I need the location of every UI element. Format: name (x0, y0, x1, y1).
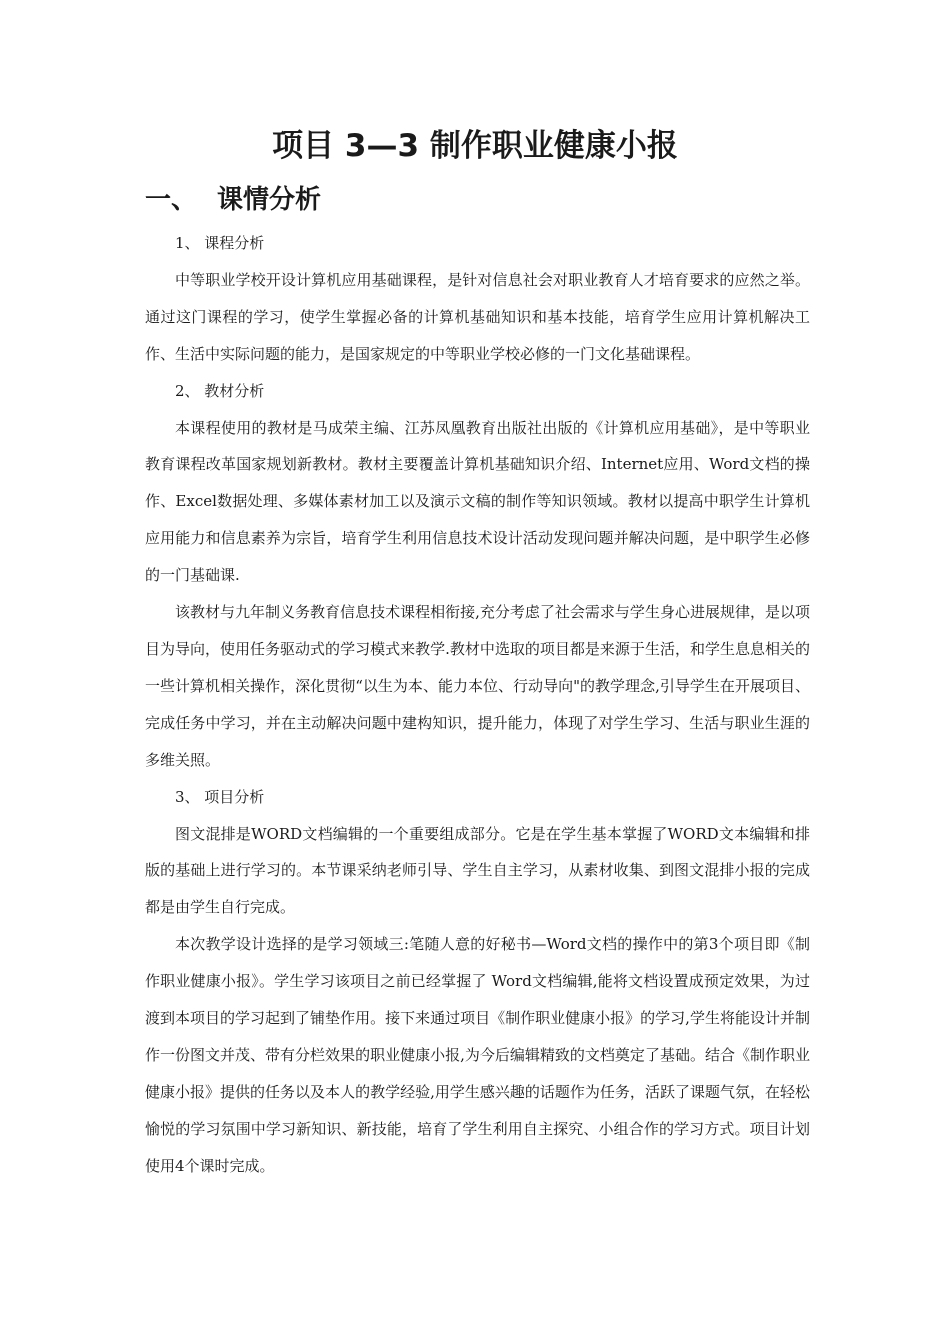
section-heading (145, 180, 321, 220)
subheading-textbook-analysis: 2、 教材分析 (175, 381, 265, 400)
paragraph-teaching-design: 本次教学设计选择的是学习领域三:笔随人意的好秘书—Word文档的操作中的第3个项目即《制作职业健康小报》。学生学习该项目之前已经掌握了 Word文档编辑,能将文档设置成预定效果，为过渡到本项目的学习起到了铺垫作用。接下来通过项目《制作职业健康小报》的学习,学生将能设计并制作一份图文并茂、带有分栏效果的职业健康小报,为今后编辑精致的文档奠定了基础。结合《制作职业健康小报》提供的任务以及本人的教学经验,用学生感兴趣的话题作为任务，活跃了课题气氛，在轻松愉悦的学习氛围中学习新知识、新技能，培育了学生利用自主探究、小组合作的学习方式。项目计划使用4个课时完成。 (145, 935, 810, 1175)
subheading-project-analysis: 3、 项目分析 (175, 787, 265, 806)
section-number: 一、 (145, 185, 198, 215)
subheading-course-analysis: 1、 课程分析 (175, 234, 265, 252)
document-title: 项目 3—3 制作职业健康小报 (272, 128, 678, 164)
document-body (145, 225, 810, 1185)
paragraph-project-analysis: 图文混排是WORD文档编辑的一个重要组成部分。它是在学生基本掌握了WORD文本编辑和排版的基础上进行学习的。本节课采纳老师引导、学生自主学习，从素材收集、到图文混排小报的完成都是由学生自行完成。 (145, 824, 810, 917)
paragraph-textbook-analysis: 本课程使用的教材是马成荣主编、江苏凤凰教育出版社出版的《计算机应用基础》，是中等职业教育课程改革国家规划新教材。教材主要覆盖计算机基础知识介绍、Internet应用、Word文档的操作、Excel数据处理、多媒体素材加工以及演示文稿的制作等知识领域。教材以提高中职学生计算机应用能力和信息素养为宗旨，培育学生利用信息技术设计活动发现问题并解决问题，是中职学生必修的一门基础课. (145, 418, 810, 585)
paragraph-course-analysis: 中等职业学校开设计算机应用基础课程，是针对信息社会对职业教育人才培育要求的应然之举。通过这门课程的学习，使学生掌握必备的计算机基础知识和基本技能，培育学生应用计算机解决工作、生活中实际问题的能力，是国家规定的中等职业学校必修的一门文化基础课程。 (145, 270, 810, 363)
paragraph-textbook-connection: 该教材与九年制义务教育信息技术课程相衔接,充分考虑了社会需求与学生身心进展规律，是以项目为导向，使用任务驱动式的学习模式来教学.教材中选取的项目都是来源于生活，和学生息息相关的一些计算机相关操作，深化贯彻“以生为本、能力本位、行动导向"的教学理念,引导学生在开展项目、完成任务中学习，并在主动解决问题中建构知识，提升能力，体现了对学生学习、生活与职业生涯的多维关照。 (145, 603, 810, 769)
section-title: 课情分析 (217, 185, 322, 215)
